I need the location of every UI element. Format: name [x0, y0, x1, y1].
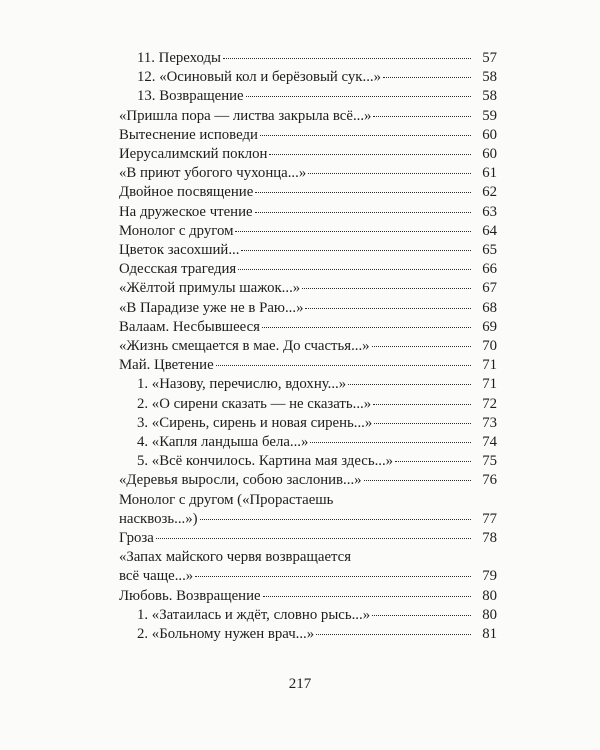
- toc-entry: [137, 625, 497, 644]
- toc-page-number: 61: [482, 165, 497, 182]
- dot-leader: [374, 423, 471, 424]
- toc-entry-line: [119, 279, 497, 298]
- toc-entry-line: [137, 49, 497, 68]
- toc-entry-title: Цветок засохший...: [119, 242, 240, 259]
- toc-entry-title: 1. «Назову, перечислю, вдохну...»: [137, 376, 347, 393]
- toc-entry-title: «Деревья выросли, собою заслонив...»: [119, 472, 362, 489]
- dot-leader: [200, 519, 471, 520]
- dot-leader: [156, 538, 471, 539]
- toc-entry: [119, 203, 497, 222]
- toc-entry-title: Валаам. Несбывшееся: [119, 318, 260, 335]
- toc-page-number: 71: [482, 376, 497, 393]
- toc-entry-line: [137, 414, 497, 433]
- toc-entry-line: [137, 395, 497, 414]
- toc-entry-title: Май. Цветение: [119, 357, 214, 374]
- dot-leader: [263, 596, 471, 597]
- toc-entry: [137, 68, 497, 87]
- toc-entry-title: «Жёлтой примулы шажок...»: [119, 280, 301, 297]
- toc-entry-title: «В Парадизе уже не в Раю...»: [119, 299, 304, 316]
- toc-entry-title: Гроза: [119, 530, 154, 547]
- toc-entry-line: [119, 145, 497, 164]
- toc-entry: [119, 318, 497, 337]
- dot-leader: [373, 116, 471, 117]
- toc-entry: [137, 452, 497, 471]
- toc-page-number: 68: [482, 299, 497, 316]
- toc-page-number: 60: [482, 146, 497, 163]
- toc-entry-line: [137, 433, 497, 452]
- toc-entry-title: Монолог с другом («Прорастаешь: [119, 491, 334, 508]
- toc-entry-line: [119, 203, 497, 222]
- dot-leader: [372, 615, 471, 616]
- toc-entry: [119, 356, 497, 375]
- toc-page-number: 65: [482, 242, 497, 259]
- toc-entry-title: 1. «Затаилась и ждёт, словно рысь...»: [137, 606, 371, 623]
- dot-leader: [305, 308, 471, 309]
- page-number: 217: [288, 676, 312, 692]
- dot-leader: [383, 77, 471, 78]
- toc-page-number: 62: [482, 184, 497, 201]
- toc-entry-title: Одесская трагедия: [119, 261, 237, 278]
- toc-page-number: 76: [482, 472, 497, 489]
- toc-page-number: 71: [482, 357, 497, 374]
- toc-entry-line: [137, 87, 497, 106]
- toc-entry-line: [119, 587, 497, 606]
- toc-entry: [137, 395, 497, 414]
- toc-entry-title: Монолог с другом: [119, 222, 234, 239]
- dot-leader: [302, 288, 471, 289]
- dot-leader: [316, 634, 471, 635]
- toc-entry: [119, 241, 497, 260]
- toc-page-number: 69: [482, 318, 497, 335]
- toc-page-number: 57: [482, 50, 497, 66]
- dot-leader: [310, 442, 471, 443]
- dot-leader: [348, 384, 471, 385]
- toc-page-number: 81: [482, 626, 497, 643]
- toc-entry: [119, 337, 497, 356]
- toc-entry-title: 12. «Осиновый кол и берёзовый сук...»: [137, 69, 381, 86]
- toc-entry-title: насквозь...»): [119, 510, 198, 527]
- dot-leader: [255, 192, 471, 193]
- dot-leader: [246, 96, 471, 97]
- toc-page-number: 58: [482, 69, 497, 86]
- toc-entry-title: «Запах майского червя возвращается: [119, 549, 352, 566]
- toc-entry: [119, 222, 497, 241]
- toc-page-number: 77: [482, 510, 497, 527]
- toc-entry-line: [119, 126, 497, 145]
- toc-entry-title: Вытеснение исповеди: [119, 126, 258, 143]
- toc-page-number: 79: [482, 568, 497, 585]
- toc-entry-line: [119, 260, 497, 279]
- toc-entry-title: «Пришла пора — листва закрыла всё...»: [119, 107, 372, 124]
- toc-entry-line: [119, 337, 497, 356]
- toc-entry-title: 2. «Больному нужен врач...»: [137, 626, 315, 643]
- toc-entry: [137, 375, 497, 394]
- toc-entry-title: Иерусалимский поклон: [119, 146, 268, 163]
- toc-entry: [119, 107, 497, 126]
- toc-page-number: 74: [482, 434, 497, 451]
- toc-page-number: 66: [482, 261, 497, 278]
- dot-leader: [255, 212, 471, 213]
- toc-entry-line: [119, 529, 497, 548]
- toc-page-number: 75: [482, 453, 497, 470]
- toc-entry-line: [119, 222, 497, 241]
- toc-page-number: 80: [482, 587, 497, 604]
- toc-entry: [137, 433, 497, 452]
- toc-entry-line: [119, 241, 497, 260]
- toc-entry-title: 2. «О сирени сказать — не сказать...»: [137, 395, 372, 412]
- toc-entry: [119, 164, 497, 183]
- toc-entry-line: [119, 299, 497, 318]
- toc-entry-line: [119, 510, 497, 529]
- toc-page-number: 58: [482, 88, 497, 105]
- dot-leader: [373, 404, 471, 405]
- dot-leader: [262, 327, 471, 328]
- dot-leader: [241, 250, 471, 251]
- toc-entry-title: 3. «Сирень, сирень и новая сирень...»: [137, 414, 373, 431]
- toc-entry-line: [137, 606, 497, 625]
- toc-entry-title: «В приют убогого чухонца...»: [119, 165, 307, 182]
- toc-entry: [119, 529, 497, 548]
- toc-entry-title: всё чаще...»: [119, 568, 194, 585]
- toc-entry: [119, 587, 497, 606]
- toc-entry: [119, 260, 497, 279]
- dot-leader: [372, 346, 471, 347]
- toc-entry-line: [137, 68, 497, 87]
- toc-entry: [137, 87, 497, 106]
- dot-leader: [216, 365, 471, 366]
- toc-entry: [119, 279, 497, 298]
- dot-leader: [223, 58, 471, 59]
- toc-entry: [119, 491, 497, 529]
- toc-page-number: 70: [482, 338, 497, 355]
- dot-leader: [260, 135, 471, 136]
- toc-entry: [119, 471, 497, 490]
- toc-entry-title: 13. Возвращение: [137, 88, 244, 105]
- toc-entry-line: [119, 318, 497, 337]
- toc-page-number: 63: [482, 203, 497, 220]
- toc-entry-title: 4. «Капля ландыша бела...»: [137, 434, 309, 451]
- toc-entry: [119, 183, 497, 202]
- toc-page-number: 60: [482, 126, 497, 143]
- toc-entry: [137, 606, 497, 625]
- toc-page-number: 59: [482, 107, 497, 124]
- toc-entry-line: [119, 356, 497, 375]
- toc-entry-title: «Жизнь смещается в мае. До счастья...»: [119, 338, 370, 355]
- toc-page-number: 78: [482, 530, 497, 547]
- dot-leader: [269, 154, 471, 155]
- toc-entry-line: [119, 183, 497, 202]
- toc-entry-line: [137, 452, 497, 471]
- toc-entry-title: На дружеское чтение: [119, 203, 253, 220]
- toc-entry-line: [137, 375, 497, 394]
- toc-page-number: 64: [482, 222, 497, 239]
- dot-leader: [195, 576, 471, 577]
- toc-entry-line: [119, 107, 497, 126]
- toc-entry-line: [119, 567, 497, 586]
- dot-leader: [235, 231, 471, 232]
- toc-entry-title: 5. «Всё кончилось. Картина мая здесь...»: [137, 453, 394, 470]
- toc-entry-title: 11. Переходы: [137, 50, 221, 66]
- toc-entry-line: [119, 164, 497, 183]
- dot-leader: [308, 173, 471, 174]
- toc-entry-line: [137, 625, 497, 644]
- toc-page-number: 80: [482, 606, 497, 623]
- toc-entry: [119, 145, 497, 164]
- dot-leader: [238, 269, 471, 270]
- toc-entry-line: [119, 491, 497, 510]
- toc-entry-line: [119, 548, 497, 567]
- toc-entry: [119, 548, 497, 586]
- toc-entry-line: [119, 471, 497, 490]
- toc-page-number: 67: [482, 280, 497, 297]
- toc-entry: [137, 414, 497, 433]
- toc-entry: [119, 299, 497, 318]
- toc-entry: [137, 49, 497, 68]
- toc-entry: [119, 126, 497, 145]
- toc-entry-title: Двойное посвящение: [119, 184, 254, 201]
- dot-leader: [364, 480, 471, 481]
- dot-leader: [395, 461, 471, 462]
- toc-entry-title: Любовь. Возвращение: [119, 587, 261, 604]
- toc-page-number: 73: [482, 414, 497, 431]
- toc-page-number: 72: [482, 395, 497, 412]
- table-of-contents: [0, 49, 600, 644]
